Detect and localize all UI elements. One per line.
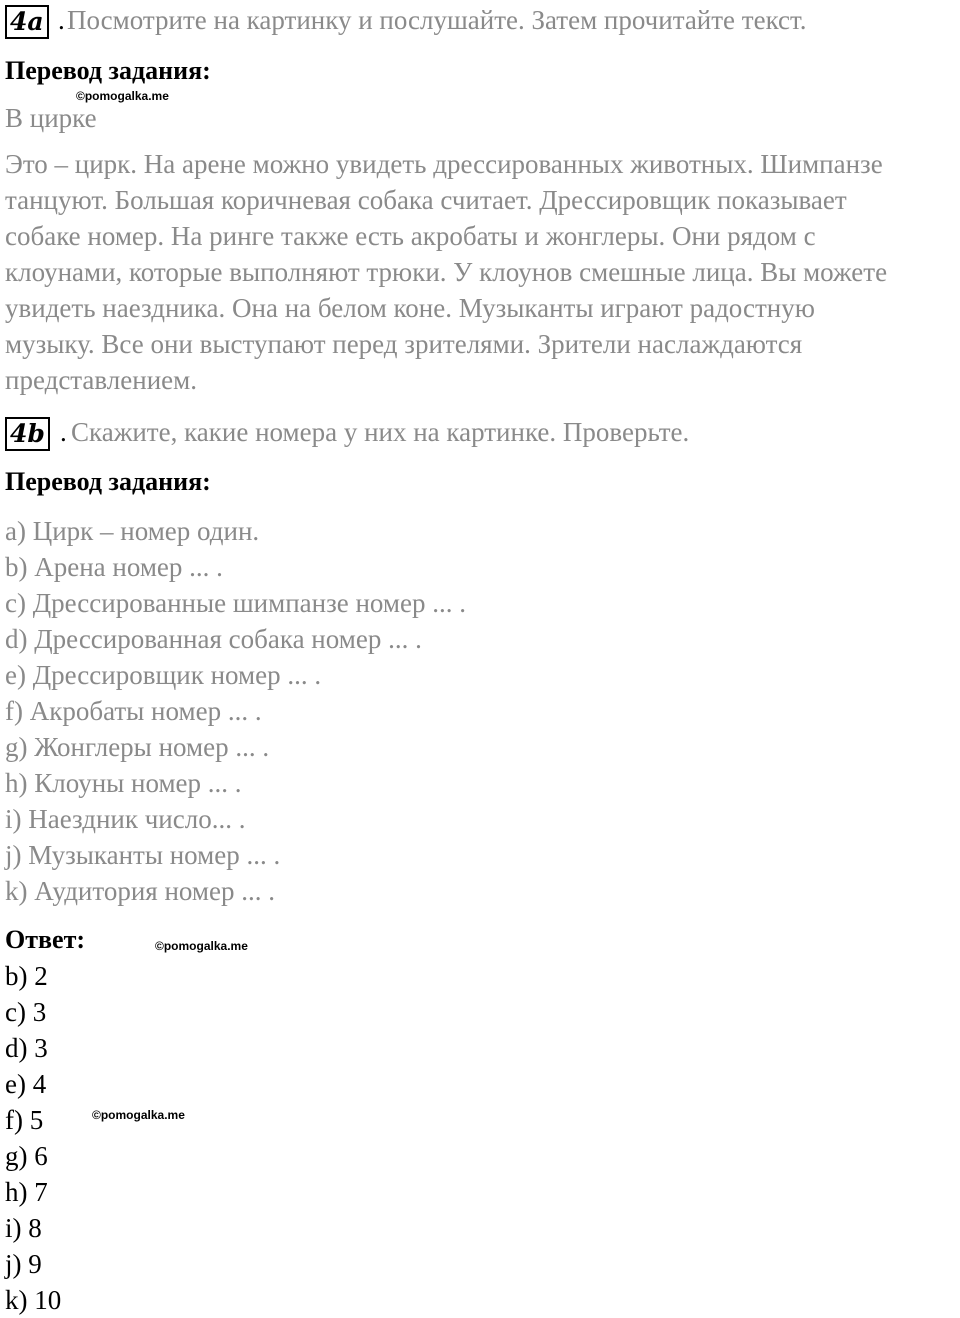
story-line: танцуют. Большая коричневая собака считает. Дрессировщик показывает xyxy=(5,185,847,215)
list-item: e) Дрессировщик номер ... . xyxy=(5,660,322,690)
answer-item: g) 6 xyxy=(5,1141,48,1171)
story-line: увидеть наездника. Она на белом коне. Музыканты играют радостную xyxy=(5,293,815,323)
task-4b-instruction: Скажите, какие номера у них на картинке. Проверьте. xyxy=(71,417,690,447)
watermark: ©pomogalka.me xyxy=(155,939,248,953)
list-item: c) Дрессированные шимпанзе номер ... . xyxy=(5,588,466,618)
story-line: музыку. Все они выступают перед зрителями. Зрители наслаждаются xyxy=(5,329,803,359)
list-item: b) Арена номер ... . xyxy=(5,552,223,582)
answer-item: j) 9 xyxy=(5,1249,42,1279)
task-number-4a: 4a xyxy=(5,5,49,39)
task-4a-instruction: Посмотрите на картинку и послушайте. Затем прочитайте текст. xyxy=(67,5,807,35)
answer-item: e) 4 xyxy=(5,1069,47,1099)
story-line: представлением. xyxy=(5,365,197,395)
list-item: d) Дрессированная собака номер ... . xyxy=(5,624,422,654)
list-item: k) Аудитория номер ... . xyxy=(5,876,275,906)
story-paragraph xyxy=(5,146,960,398)
story-line: клоунами, которые выполняют трюки. У клоунов смешные лица. Вы можете xyxy=(5,257,888,287)
story-line: Это – цирк. На арене можно увидеть дрессированных животных. Шимпанзе xyxy=(5,149,883,179)
answer-item: i) 8 xyxy=(5,1213,42,1243)
answer-heading: Ответ: xyxy=(5,925,86,954)
watermark: ©pomogalka.me xyxy=(76,89,169,103)
answer-item: k) 10 xyxy=(5,1285,62,1315)
answer-item: h) 7 xyxy=(5,1177,48,1207)
answer-item: c) 3 xyxy=(5,997,47,1027)
list-item: i) Наездник число... . xyxy=(5,804,246,834)
watermark: ©pomogalka.me xyxy=(92,1108,185,1122)
list-item: j) Музыканты номер ... . xyxy=(5,840,281,870)
answer-item: f) 5 xyxy=(5,1105,44,1135)
answer-item: b) 2 xyxy=(5,961,48,991)
task-number-dot: . xyxy=(58,5,65,35)
task-number-4b: 4b xyxy=(5,417,50,451)
task-number-dot: . xyxy=(60,417,67,447)
translation-heading: Перевод задания: xyxy=(5,467,211,496)
list-item: a) Цирк – номер один. xyxy=(5,516,260,546)
story-title: В цирке xyxy=(5,103,97,133)
list-item: h) Клоуны номер ... . xyxy=(5,768,242,798)
list-item: g) Жонглеры номер ... . xyxy=(5,732,270,762)
translation-heading: Перевод задания: xyxy=(5,56,211,85)
story-line: собаке номер. На ринге также есть акробаты и жонглеры. Они рядом с xyxy=(5,221,816,251)
answer-item: d) 3 xyxy=(5,1033,48,1063)
exercise-list xyxy=(5,513,466,909)
list-item: f) Акробаты номер ... . xyxy=(5,696,262,726)
answer-list xyxy=(5,958,61,1318)
